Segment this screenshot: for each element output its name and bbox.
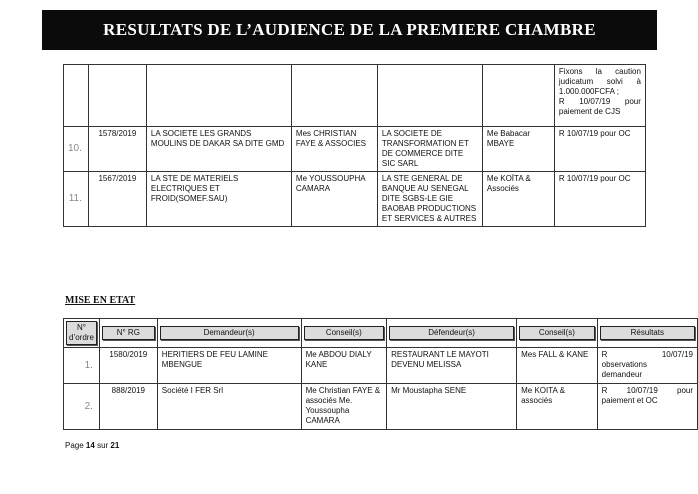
total-pages: 21 [110,441,120,450]
conseil-cell: Me Babacar MBAYE [482,127,554,172]
row-number [64,65,89,127]
resultat-cell [554,65,645,127]
row-number: 1. [64,348,100,384]
demandeur-cell: HERITIERS DE FEU LAMINE MBENGUE [157,348,301,384]
resultat-cell: R 10/07/19 pour OC [554,127,645,172]
resultat-cell [597,348,697,384]
rg-cell: 888/2019 [99,384,157,430]
resultat-line: R 10/07/19 pour [601,386,693,395]
mise-en-etat-table [63,318,698,430]
conseil-cell: Me YOUSSOUPHA CAMARA [291,172,377,227]
defendeur-cell [377,65,482,127]
column-header [597,319,697,348]
column-header [157,319,301,348]
resultat-line: R 10/07/19 [601,350,693,359]
column-header [64,319,100,348]
table-row [64,384,698,430]
rg-cell: 1567/2019 [88,172,146,227]
header-label: Résultats [600,326,695,340]
resultat-line: demandeur [601,370,643,379]
banner-title: RESULTATS DE L’AUDIENCE DE LA PREMIERE CHAMBRE [103,20,596,39]
conseil-cell [482,65,554,127]
page-banner [42,10,657,50]
conseil-cell: Me KOÏTA & Associés [482,172,554,227]
demandeur-cell [146,65,291,127]
column-header [99,319,157,348]
table-row [64,348,698,384]
demandeur-cell: LA STE DE MATERIELS ELECTRIQUES ET FROID(SOMEF.SAU) [146,172,291,227]
row-number: 2. [64,384,100,430]
conseil-cell: Mes CHRISTIAN FAYE & ASSOCIES [291,127,377,172]
rg-cell: 1578/2019 [88,127,146,172]
resultat-cell [597,384,697,430]
column-header [387,319,517,348]
column-header [517,319,598,348]
conseil-cell: Me KOITA & associés [517,384,598,430]
row-number: 11. [64,172,89,227]
resultat-line: paiement et OC [601,396,658,405]
header-label: N° RG [102,326,155,340]
defendeur-cell: LA SOCIETE DE TRANSFORMATION ET DE COMMERCE DITE SIC SARL [377,127,482,172]
results-table-continued [63,64,646,227]
column-header [301,319,387,348]
header-label: Demandeur(s) [160,326,299,340]
defendeur-cell: Mr Moustapha SENE [387,384,517,430]
resultat-line: judicatum solvi à [558,77,641,86]
rg-cell: 1580/2019 [99,348,157,384]
current-page: 14 [85,441,95,450]
table-header-row [64,319,698,348]
conseil-cell: Me Christian FAYE & associés Me. Youssoupha CAMARA [301,384,387,430]
resultat-line: R 10/07/19 pour [558,97,641,106]
header-label: Défendeur(s) [389,326,514,340]
section-title: MISE EN ETAT [65,295,136,306]
row-number: 10. [64,127,89,172]
conseil-cell [291,65,377,127]
resultat-line: 1.000.000FCFA ; [558,87,619,96]
header-label: Conseil(s) [519,326,595,340]
resultat-line: paiement de CJS [558,107,621,116]
resultat-cell: R 10/07/19 pour OC [554,172,645,227]
defendeur-cell: RESTAURANT LE MAYOTI DEVENU MELISSA [387,348,517,384]
resultat-line: observations [601,360,647,369]
table-row [64,65,646,127]
table-row [64,127,646,172]
demandeur-cell: Société I FER Srl [157,384,301,430]
rg-cell [88,65,146,127]
footer-sep: sur [97,441,109,450]
footer-prefix: Page [65,441,84,450]
table-row [64,172,646,227]
page-footer [65,441,119,450]
conseil-cell: Me ABDOU DIALY KANE [301,348,387,384]
header-label: N° d’ordre [66,321,97,345]
header-label: Conseil(s) [304,326,385,340]
conseil-cell: Mes FALL & KANE [517,348,598,384]
defendeur-cell: LA STE GENERAL DE BANQUE AU SENEGAL DITE SGBS-LE GIE BAOBAB PRODUCTIONS ET SERVICES & AUTRES [377,172,482,227]
resultat-line: Fixons la caution [558,67,641,76]
demandeur-cell: LA SOCIETE LES GRANDS MOULINS DE DAKAR SA DITE GMD [146,127,291,172]
